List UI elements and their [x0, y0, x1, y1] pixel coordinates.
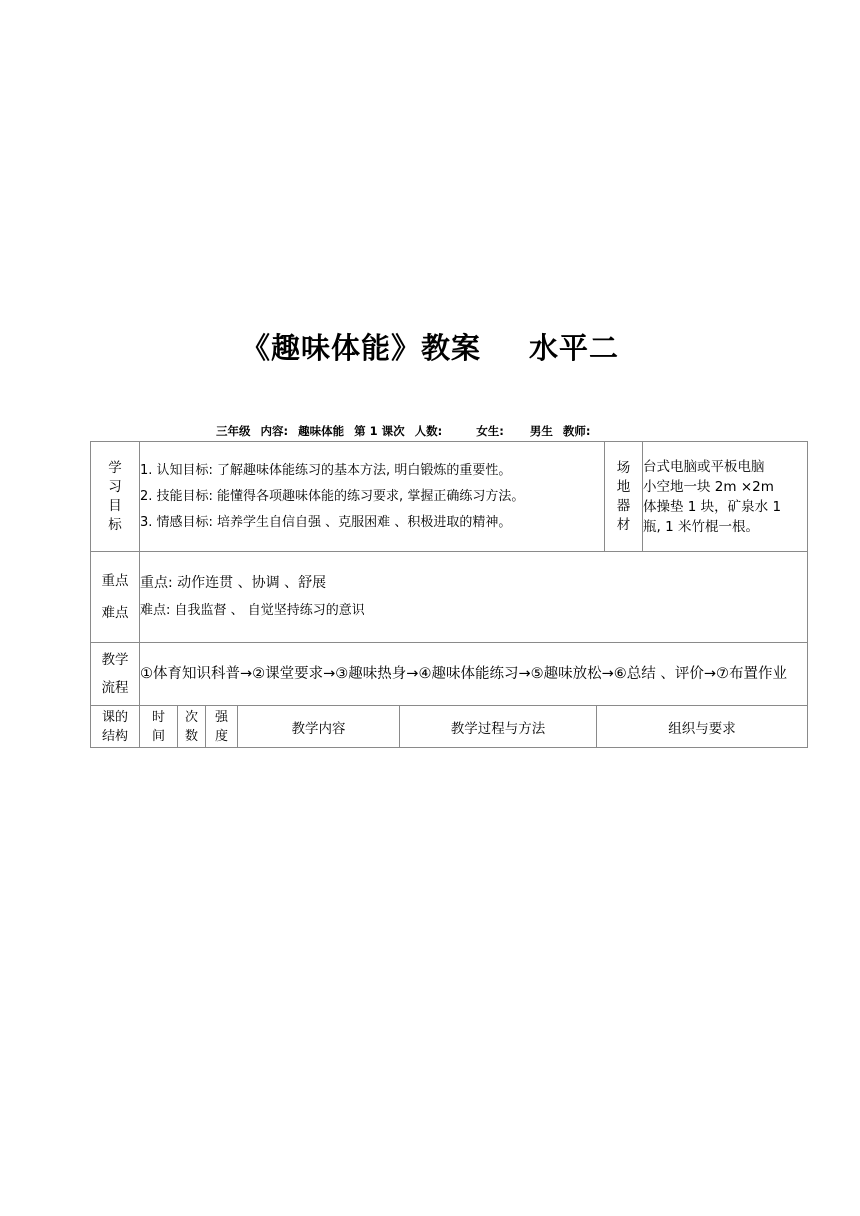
key-points-label: 重点 难点 [91, 552, 140, 643]
header-teaching-process: 教学过程与方法 [400, 706, 597, 748]
lesson-plan-table [90, 441, 808, 748]
goals-content [140, 442, 605, 552]
goal-cognitive: 1. 认知目标: 了解趣味体能练习的基本方法, 明白锻炼的重要性。 [140, 462, 512, 478]
header-organization: 组织与要求 [597, 706, 808, 748]
header-structure: 课的 结构 [91, 706, 140, 748]
structure-header-row [91, 706, 808, 748]
lesson-number: 第 1 课次 [354, 424, 405, 438]
process-content: ①体育知识科普→②课堂要求→③趣味热身→④趣味体能练习→⑤趣味放松→⑥总结 、评价→⑦布置作业 [140, 643, 808, 706]
content-value: 趣味体能 [298, 424, 345, 438]
focus-point: 重点: 动作连贯 、协调 、舒展 [140, 575, 327, 591]
key-points-content [140, 552, 808, 643]
title-main: 《趣味体能》教案 [240, 331, 481, 365]
boys-label: 男生 [529, 424, 553, 438]
process-label: 教学 流程 [91, 643, 140, 706]
title-level: 水平二 [529, 331, 620, 365]
goal-skill: 2. 技能目标: 能懂得各项趣味体能的练习要求, 掌握正确练习方法。 [140, 488, 525, 504]
header-intensity: 强 度 [206, 706, 238, 748]
header-teaching-content: 教学内容 [238, 706, 400, 748]
goals-row [91, 442, 808, 552]
girls-label: 女生: [476, 424, 504, 438]
key-points-row [91, 552, 808, 643]
document-title [0, 326, 860, 367]
student-count-label: 人数: [414, 424, 443, 438]
teacher-label: 教师: [562, 424, 591, 438]
goal-emotion: 3. 情感目标: 培养学生自信自强 、克服困难 、积极进取的精神。 [140, 514, 512, 530]
header-time: 时 间 [140, 706, 178, 748]
difficulty-point: 难点: 自我监督 、 自觉坚持练习的意识 [140, 603, 365, 618]
content-label: 内容: [260, 424, 289, 438]
class-info-line [216, 423, 600, 439]
equipment-content: 台式电脑或平板电脑 小空地一块 2m ×2m 体操垫 1 块，矿泉水 1 瓶, 1 米竹棍一根。 [643, 442, 808, 552]
process-row [91, 643, 808, 706]
goals-label: 学 习 目 标 [91, 442, 140, 552]
header-times: 次 数 [178, 706, 206, 748]
grade: 三年级 [216, 424, 251, 438]
equipment-label: 场 地 器 材 [605, 442, 643, 552]
